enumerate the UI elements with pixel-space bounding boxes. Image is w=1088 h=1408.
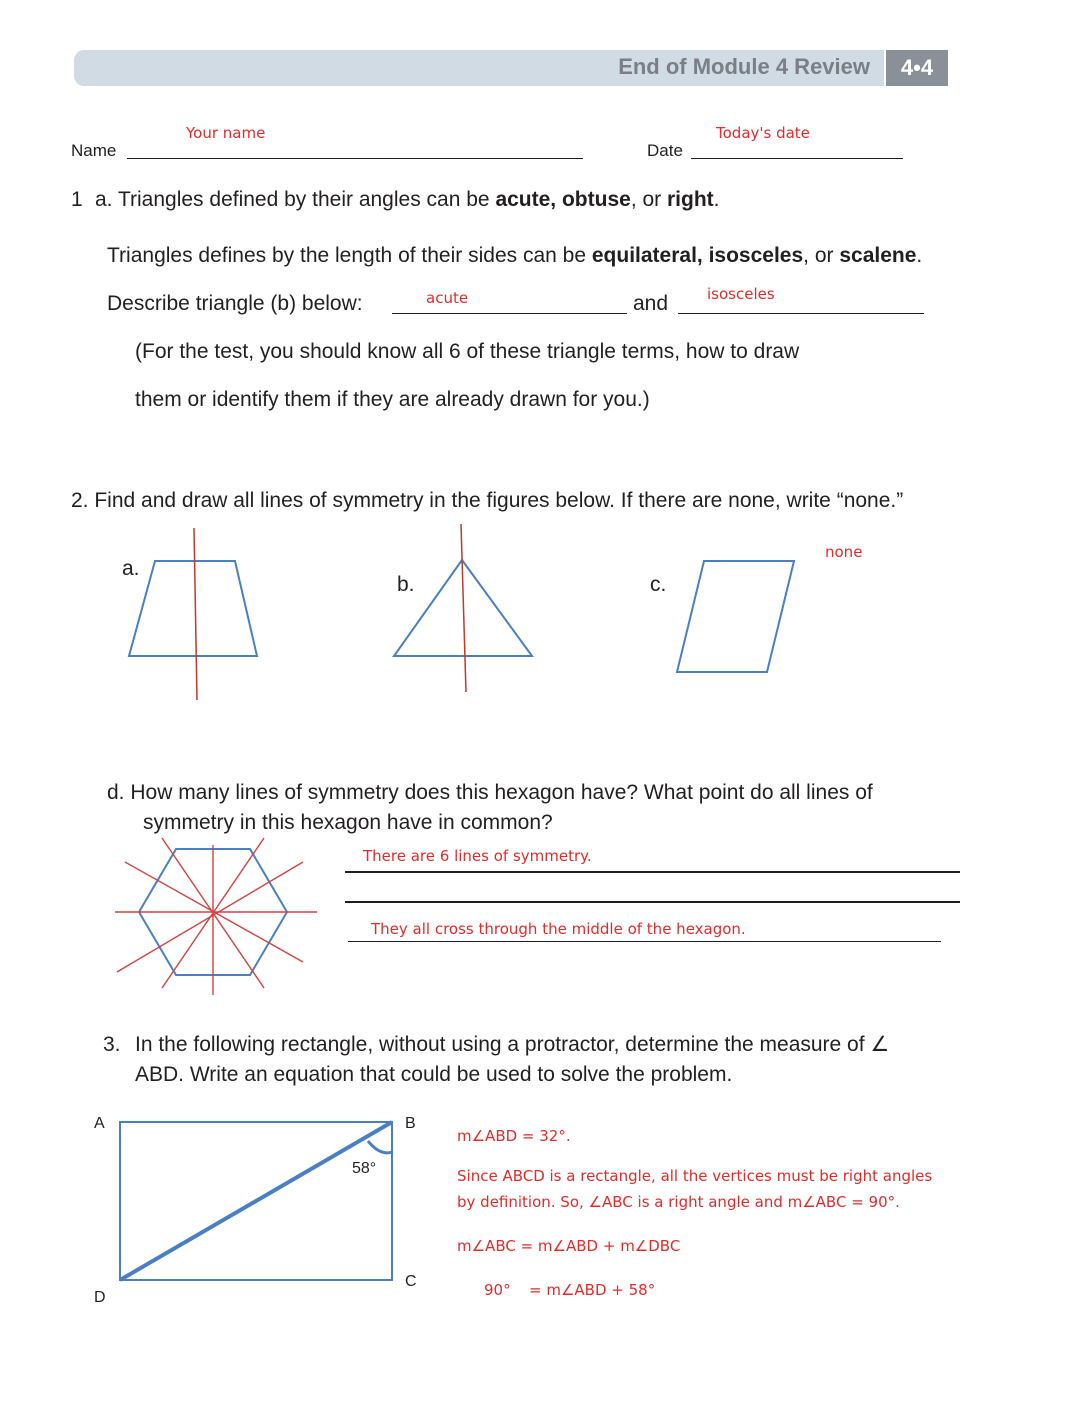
q2d-line2: symmetry in this hexagon have in common? <box>143 811 553 834</box>
q3-number: 3. <box>103 1033 121 1056</box>
q1-answer2: isosceles <box>707 285 775 303</box>
name-answer: Your name <box>186 124 266 142</box>
name-label: Name <box>71 141 117 160</box>
date-answer: Today's date <box>716 124 810 142</box>
q1-and: and <box>633 292 669 315</box>
q1-describe-label: Describe triangle (b) below: <box>107 292 363 315</box>
q3-answer-2: Since ABCD is a rectangle, all the vertices must be right angles <box>457 1167 933 1185</box>
q2d-line1: d. How many lines of symmetry does this hexagon have? What point do all lines of <box>107 781 873 804</box>
q2-label-a: a. <box>122 557 140 580</box>
q2d-answer2: They all cross through the middle of the hexagon. <box>371 920 746 938</box>
vertex-c: C <box>405 1273 417 1290</box>
q3-answer-1: m∠ABD = 32°. <box>457 1127 571 1145</box>
q1-line2: Triangles defines by the length of their sides can be equilateral, isosceles, or scalene. <box>107 244 923 267</box>
module-badge: 4•4 <box>886 50 948 86</box>
q2-label-c: c. <box>650 573 667 596</box>
module-title: End of Module 4 Review <box>618 54 870 79</box>
vertex-d: D <box>94 1289 106 1306</box>
vertex-a: A <box>94 1115 105 1132</box>
q2-prompt: 2. Find and draw all lines of symmetry in the figures below. If there are none, write “none.” <box>71 489 904 512</box>
q1-note-line2: them or identify them if they are already drawn for you.) <box>135 388 650 411</box>
vertex-b: B <box>405 1115 416 1132</box>
q3-line2: ABD. Write an equation that could be used to solve the problem. <box>135 1063 733 1086</box>
angle-arc <box>368 1141 392 1153</box>
q3-answer-4: m∠ABC = m∠ABD + m∠DBC <box>457 1237 681 1255</box>
q2d-answer1: There are 6 lines of symmetry. <box>363 847 592 865</box>
diagonal-bd <box>120 1122 392 1280</box>
q3-answer-3: by definition. So, ∠ABC is a right angle and m∠ABC = 90°. <box>457 1193 900 1211</box>
q3-answer-5a: 90° <box>484 1281 511 1299</box>
q1-note-line1: (For the test, you should know all 6 of these triangle terms, how to draw <box>135 340 800 363</box>
q3-answer-5b: = m∠ABD + 58° <box>529 1281 656 1299</box>
angle-label: 58° <box>352 1160 377 1177</box>
q2-label-b: b. <box>397 573 415 596</box>
q1-number: 1 <box>71 188 83 211</box>
q1-answer1: acute <box>426 289 469 307</box>
q1-line1: a. Triangles defined by their angles can be acute, obtuse, or right. <box>95 188 720 211</box>
q2-answer-c: none <box>825 543 863 561</box>
date-label: Date <box>647 141 683 160</box>
q3-line1: In the following rectangle, without using a protractor, determine the measure of ∠ <box>135 1033 890 1056</box>
